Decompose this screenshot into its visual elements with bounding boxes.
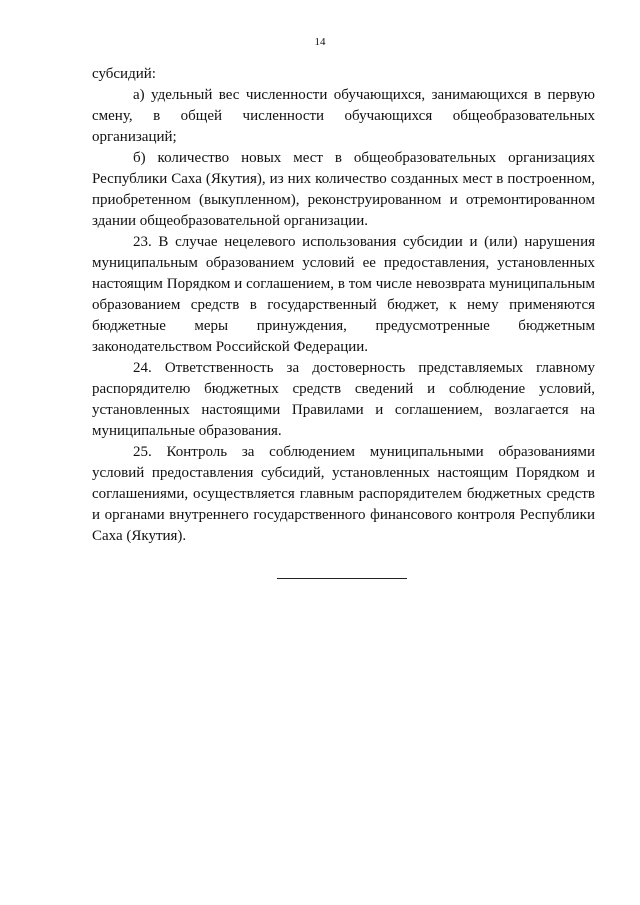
paragraph-criterion-b: б) количество новых мест в общеобразовательных организациях Республики Саха (Якутия), из них количество созданных мест в построенном, приобретенном (выкупленном), реконструированном и отремонтированном здании общеобразовательной организации. — [92, 150, 595, 229]
paragraph-criterion-a: а) удельный вес численности обучающихся, занимающихся в первую смену, в общей численности обучающихся общеобразовательных организаций; — [92, 87, 595, 145]
paragraph-subsidies-continuation: субсидий: — [92, 66, 156, 82]
paragraph-clause-24: 24. Ответственность за достоверность представляемых главному распорядителю бюджетных средств сведений и соблюдение условий, установленных настоящими Правилами и соглашением, возлагается на муниципальные образования. — [92, 360, 595, 439]
closing-divider-line — [277, 578, 407, 579]
paragraph-clause-25: 25. Контроль за соблюдением муниципальными образованиями условий предоставления субсидий, установленных настоящим Порядком и соглашениями, осуществляется главным распорядителем бюджетных средств и органами внутреннего государственного финансового контроля Республики Саха (Якутия). — [92, 444, 595, 544]
page-number: 14 — [314, 36, 326, 48]
paragraph-clause-23: 23. В случае нецелевого использования субсидии и (или) нарушения муниципальным образованием условий ее предоставления, установленных настоящим Порядком и соглашением, в том числе невозврата муниципальным образованием средств в государственный бюджет, к нему применяются бюджетные меры принуждения, предусмотренные бюджетным законодательством Российской Федерации. — [92, 234, 595, 355]
document-body — [92, 64, 595, 547]
